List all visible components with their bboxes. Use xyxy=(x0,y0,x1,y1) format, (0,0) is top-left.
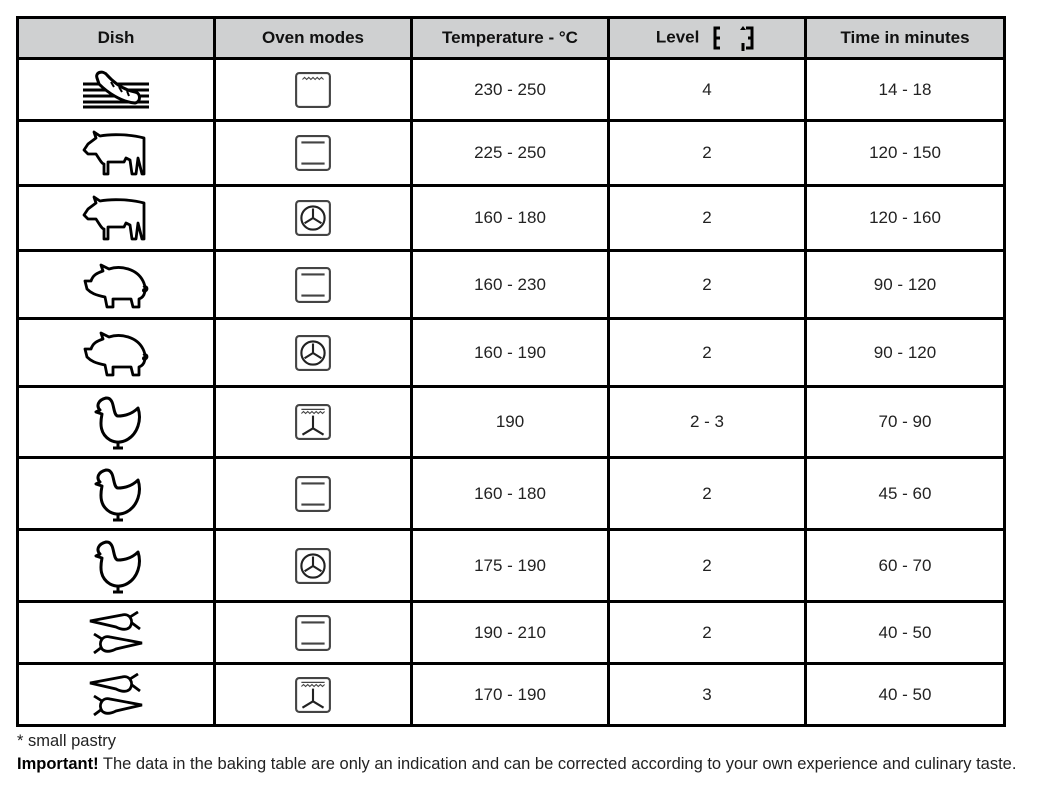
time-cell: 70 - 90 xyxy=(806,387,1005,458)
pig-icon xyxy=(81,261,151,309)
mode-cell xyxy=(215,121,412,186)
level-cell: 2 xyxy=(609,530,806,602)
mode-cell xyxy=(215,251,412,319)
mode-cell xyxy=(215,59,412,121)
level-cell: 2 xyxy=(609,319,806,387)
footnote: * small pastry xyxy=(17,732,117,750)
important-text: The data in the baking table are only an indication and can be corrected according to your own experience and culinary taste. xyxy=(98,755,1017,773)
time-cell: 90 - 120 xyxy=(806,251,1005,319)
top-bottom-heat-icon xyxy=(294,134,332,172)
level-cell: 3 xyxy=(609,664,806,726)
table-row xyxy=(18,602,1005,664)
level-cell: 4 xyxy=(609,59,806,121)
important-note xyxy=(17,753,1027,776)
notes xyxy=(17,730,1027,776)
dish-cell xyxy=(18,387,215,458)
fan-heat-icon xyxy=(294,199,332,237)
carrots-icon xyxy=(86,611,146,655)
pastry-icon xyxy=(81,70,151,110)
top-bottom-heat-icon xyxy=(294,614,332,652)
table-row xyxy=(18,664,1005,726)
level-cell: 2 xyxy=(609,186,806,251)
header-level-label: Level xyxy=(655,27,700,47)
chicken-icon xyxy=(88,466,144,522)
mode-cell xyxy=(215,664,412,726)
header-dish: Dish xyxy=(18,18,215,59)
header-row xyxy=(18,18,1005,59)
top-bottom-heat-icon xyxy=(294,266,332,304)
dish-cell xyxy=(18,59,215,121)
temperature-cell: 170 - 190 xyxy=(412,664,609,726)
mode-cell xyxy=(215,458,412,530)
carrots-icon xyxy=(86,673,146,717)
time-cell: 40 - 50 xyxy=(806,664,1005,726)
dish-cell xyxy=(18,664,215,726)
temperature-cell: 175 - 190 xyxy=(412,530,609,602)
temperature-cell: 225 - 250 xyxy=(412,121,609,186)
header-temperature: Temperature - °C xyxy=(412,18,609,59)
time-cell: 120 - 160 xyxy=(806,186,1005,251)
grill-fan-icon xyxy=(294,403,332,441)
mode-cell xyxy=(215,530,412,602)
cow-icon xyxy=(80,195,152,241)
table-row xyxy=(18,458,1005,530)
shelf-level-icon xyxy=(712,25,758,51)
dish-cell xyxy=(18,186,215,251)
dish-cell xyxy=(18,530,215,602)
dish-cell xyxy=(18,319,215,387)
top-bottom-heat-icon xyxy=(294,475,332,513)
dish-cell xyxy=(18,251,215,319)
dish-cell xyxy=(18,458,215,530)
chicken-icon xyxy=(88,394,144,450)
time-cell: 45 - 60 xyxy=(806,458,1005,530)
table-row xyxy=(18,186,1005,251)
time-cell: 40 - 50 xyxy=(806,602,1005,664)
important-label: Important! xyxy=(17,755,99,773)
mode-cell xyxy=(215,602,412,664)
header-time: Time in minutes xyxy=(806,18,1005,59)
grill-fan-icon xyxy=(294,676,332,714)
mode-cell xyxy=(215,319,412,387)
pig-icon xyxy=(81,329,151,377)
header-level xyxy=(609,18,806,59)
fan-heat-icon xyxy=(294,334,332,372)
temperature-cell: 190 - 210 xyxy=(412,602,609,664)
table-row xyxy=(18,530,1005,602)
table-row xyxy=(18,387,1005,458)
table-row xyxy=(18,251,1005,319)
level-cell: 2 xyxy=(609,602,806,664)
temperature-cell: 160 - 190 xyxy=(412,319,609,387)
baking-table xyxy=(16,16,1006,727)
chicken-icon xyxy=(88,538,144,594)
temperature-cell: 190 xyxy=(412,387,609,458)
mode-cell xyxy=(215,186,412,251)
level-cell: 2 xyxy=(609,458,806,530)
header-oven-modes: Oven modes xyxy=(215,18,412,59)
time-cell: 120 - 150 xyxy=(806,121,1005,186)
level-cell: 2 - 3 xyxy=(609,387,806,458)
time-cell: 60 - 70 xyxy=(806,530,1005,602)
dish-cell xyxy=(18,121,215,186)
temperature-cell: 160 - 180 xyxy=(412,186,609,251)
time-cell: 90 - 120 xyxy=(806,319,1005,387)
table-row xyxy=(18,121,1005,186)
level-cell: 2 xyxy=(609,121,806,186)
temperature-cell: 230 - 250 xyxy=(412,59,609,121)
fan-heat-icon xyxy=(294,547,332,585)
dish-cell xyxy=(18,602,215,664)
mode-cell xyxy=(215,387,412,458)
level-cell: 2 xyxy=(609,251,806,319)
cow-icon xyxy=(80,130,152,176)
temperature-cell: 160 - 230 xyxy=(412,251,609,319)
top-heat-icon xyxy=(294,71,332,109)
temperature-cell: 160 - 180 xyxy=(412,458,609,530)
table-row xyxy=(18,59,1005,121)
time-cell: 14 - 18 xyxy=(806,59,1005,121)
table-row xyxy=(18,319,1005,387)
